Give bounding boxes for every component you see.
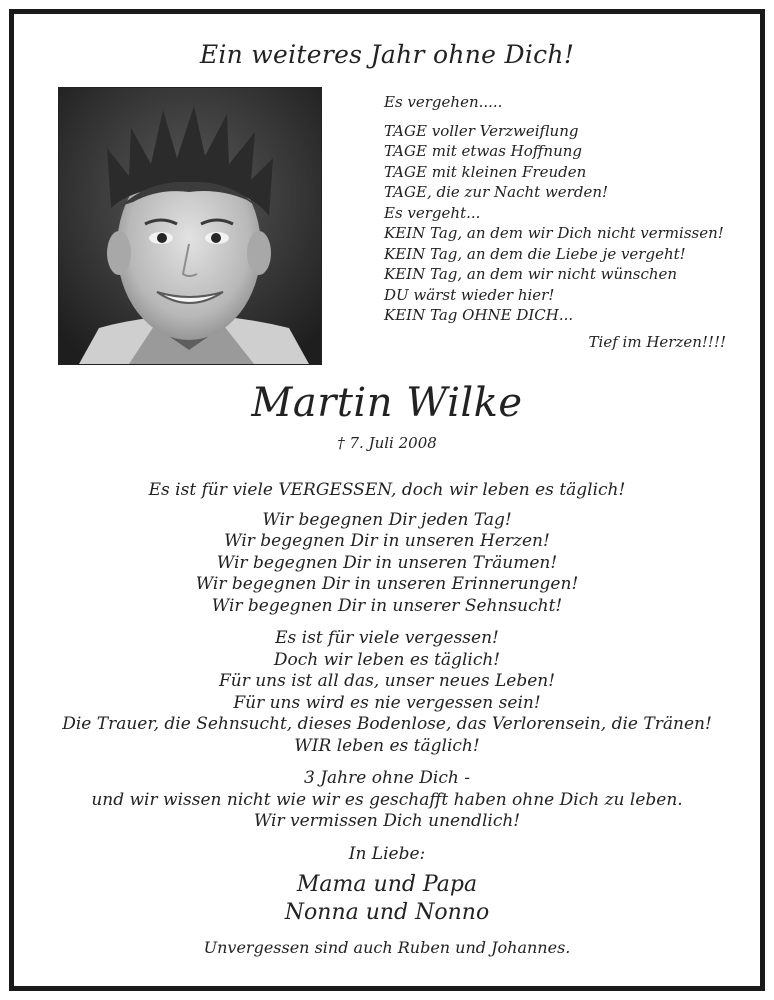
memorial-text	[14, 480, 760, 959]
death-date: † 7. Juli 2008	[337, 434, 437, 452]
poem-signature: Tief im Herzen!!!!	[588, 332, 726, 351]
poem-line: DU wärst wieder hier!	[384, 285, 555, 304]
stanza-line: Für uns ist all das, unser neues Leben!	[218, 671, 556, 691]
intro-line: Es ist für viele VERGESSEN, doch wir leben es täglich!	[148, 480, 626, 500]
mourner-line: Mama und Papa	[296, 872, 478, 897]
deceased-name: Martin Wilke	[251, 380, 523, 426]
poem-intro-2: Es vergeht...	[384, 203, 481, 222]
closing-line: Unvergessen sind auch Ruben und Johannes.	[203, 938, 571, 957]
stanza-line: 3 Jahre ohne Dich -	[304, 768, 470, 788]
stanza-line: Die Trauer, die Sehnsucht, dieses Bodenlose, das Verlorensein, die Tränen!	[62, 714, 712, 734]
poem-line: TAGE voller Verzweiflung	[384, 121, 579, 140]
stanza-line: Wir begegnen Dir jeden Tag!	[262, 509, 512, 530]
stanza-line: Doch wir leben es täglich!	[273, 649, 501, 670]
vergessen-stanza	[14, 628, 760, 757]
stanza-line: Wir begegnen Dir in unseren Träumen!	[216, 552, 558, 573]
stanza-line: Es ist für viele vergessen!	[275, 628, 499, 648]
stanza-line: Wir vermissen Dich unendlich!	[253, 811, 521, 831]
portrait-image	[59, 88, 321, 364]
stanza-line: Wir begegnen Dir in unseren Erinnerungen!	[195, 574, 579, 594]
jahre-stanza	[14, 768, 760, 833]
obituary-frame	[9, 9, 765, 991]
mourners	[14, 871, 760, 927]
stanza-line: und wir wissen nicht wie wir es geschafft haben ohne Dich zu leben.	[91, 789, 683, 810]
stanza-line: WIR leben es täglich!	[294, 735, 480, 756]
portrait-photo	[58, 87, 322, 365]
stanza-line: Für uns wird es nie vergessen sein!	[233, 692, 541, 713]
stanza-line: Wir begegnen Dir in unserer Sehnsucht!	[211, 595, 563, 616]
poem-line: KEIN Tag, an dem wir nicht wünschen	[384, 265, 678, 283]
stanza-line: Wir begegnen Dir in unseren Herzen!	[224, 531, 550, 551]
mourner-line: Nonna und Nonno	[284, 900, 490, 925]
headline: Ein weiteres Jahr ohne Dich!	[199, 40, 575, 69]
poem-intro-1: Es vergehen.....	[384, 93, 503, 111]
poem	[384, 92, 734, 352]
poem-line: KEIN Tag OHNE DICH...	[384, 306, 574, 324]
in-liebe-label: In Liebe:	[348, 843, 426, 864]
poem-line: TAGE mit etwas Hoffnung	[384, 142, 583, 160]
poem-line: KEIN Tag, an dem wir Dich nicht vermissen!	[384, 224, 724, 242]
poem-line: TAGE mit kleinen Freuden	[384, 162, 587, 181]
begegnen-stanza	[14, 510, 760, 618]
poem-line: TAGE, die zur Nacht werden!	[384, 183, 609, 201]
poem-line: KEIN Tag, an dem die Liebe je vergeht!	[384, 244, 686, 263]
